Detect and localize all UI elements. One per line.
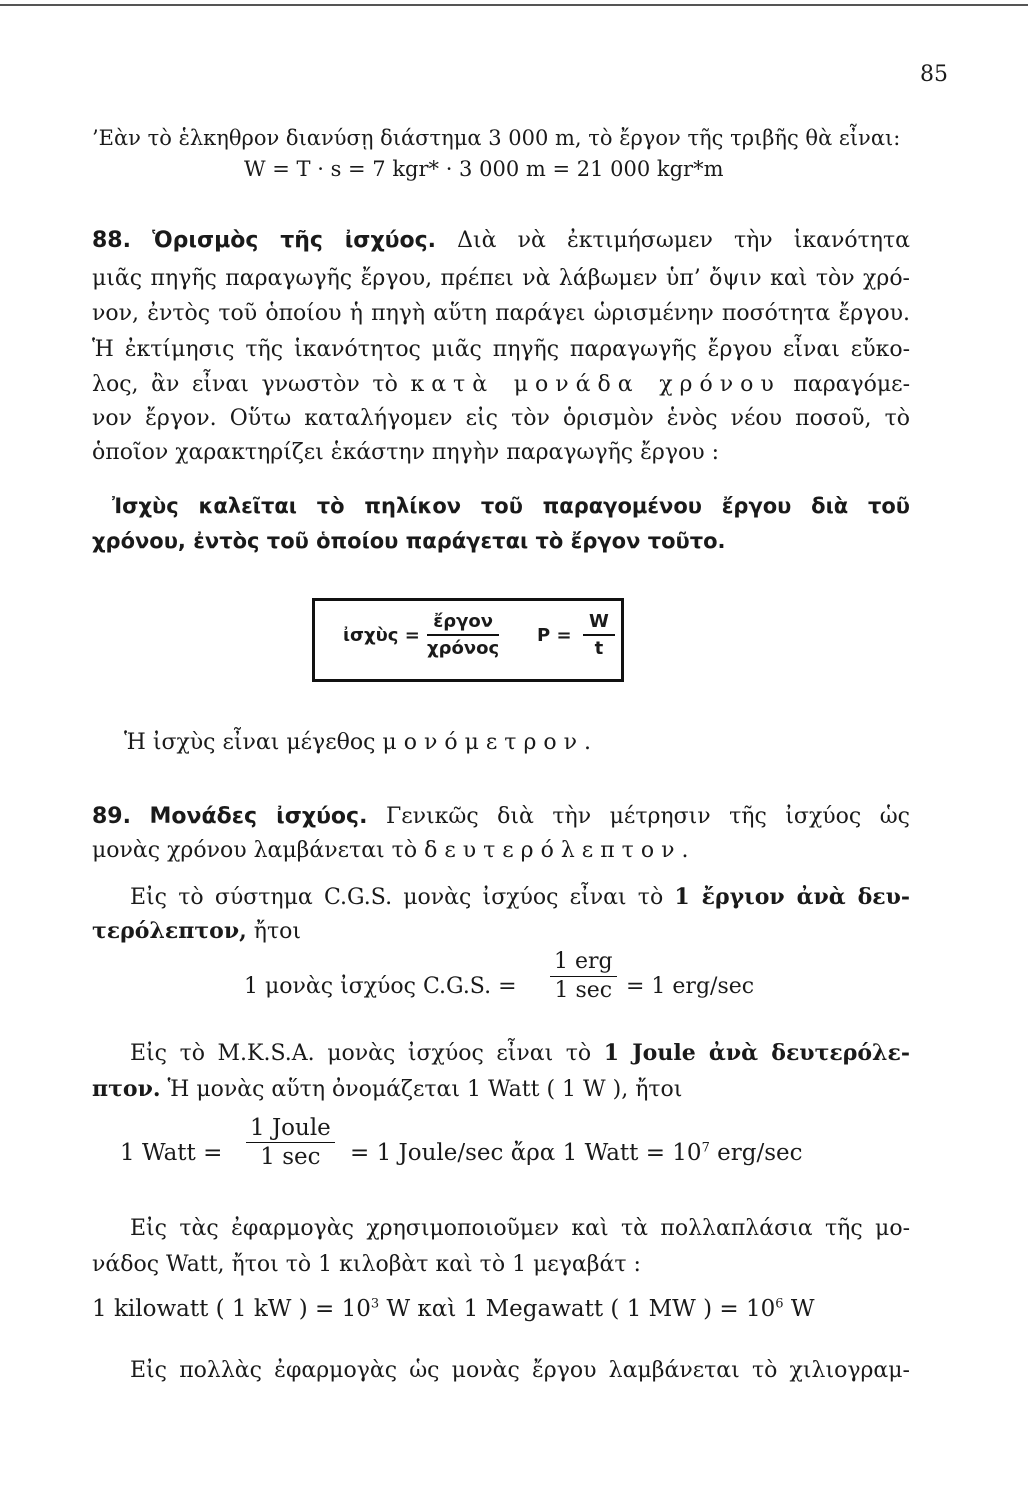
bold-term: 1 ἔργιον ἀνὰ δευ- <box>674 884 911 910</box>
equation-fraction <box>550 948 617 1005</box>
text-line: νον ἔργον. Οὕτω καταλήγομεν εἰς τὸν ὁρισμὸν ἑνὸς νέου ποσοῦ, τὸ <box>92 406 910 431</box>
text-line <box>92 918 910 944</box>
text-span: Ἡ μονὰς αὕτη ὀνομάζεται 1 Watt ( 1 W ), ἤτοι <box>167 1077 683 1102</box>
text-span: = 1 Joule/sec ἄρα 1 Watt = 10 <box>350 1140 702 1166</box>
equation-rhs <box>350 1140 803 1166</box>
spaced-emphasis: μονόμετρον. <box>382 730 598 755</box>
equation-lhs: 1 Watt = <box>120 1140 223 1166</box>
text-line <box>92 372 910 397</box>
formula-p-fraction <box>583 611 615 659</box>
text-line: νάδος Watt, ἤτοι τὸ 1 κιλοβὰτ καὶ τὸ 1 μεγαβάτ : <box>92 1252 641 1277</box>
text-span: Ἡ ἰσχὺς εἶναι μέγεθος <box>124 730 376 755</box>
fraction-denominator: 1 sec <box>554 978 613 1003</box>
fraction-denominator: 1 sec <box>260 1144 321 1170</box>
fraction-denominator: χρόνος <box>427 638 500 659</box>
equation-lhs: 1 μονὰς ἰσχύος C.G.S. = <box>244 974 517 999</box>
spaced-emphasis: κατὰ μονάδα χρόνου <box>410 372 781 397</box>
fraction-numerator: 1 erg <box>550 948 617 977</box>
fraction-denominator: t <box>594 638 604 659</box>
text-line: Εἰς πολλὰς ἐφαρμογὰς ὡς μονὰς ἔργου λαμβάνεται τὸ χιλιογραμ- <box>130 1358 910 1383</box>
bold-term: τερόλεπτον, <box>92 918 247 944</box>
equation-work: W = T · s = 7 kgr* · 3 000 m = 21 000 kgr*m <box>244 157 724 181</box>
text-span: Διὰ νὰ ἐκτιμήσωμεν τὴν ἱκανότητα <box>457 228 911 253</box>
section-88-line-1 <box>92 228 910 253</box>
section-number: 89. <box>92 804 131 829</box>
section-89-line-1 <box>92 804 910 829</box>
text-span: erg/sec <box>717 1140 803 1166</box>
text-line: μιᾶς πηγῆς παραγωγῆς ἔργου, πρέπει νὰ λάβωμεν ὑπ’ ὄψιν καὶ τὸν χρό- <box>92 266 910 291</box>
exponent: 3 <box>370 1296 380 1312</box>
text-span: Γενικῶς διὰ τὴν μέτρησιν τῆς ἰσχύος ὡς <box>385 804 910 829</box>
formula-p-lhs: P = <box>537 625 572 646</box>
top-rule <box>0 4 1028 6</box>
text-line <box>92 1076 910 1102</box>
equation-multiples <box>92 1296 910 1322</box>
text-line: ὁποῖον χαρακτηρίζει ἑκάστην πηγὴν παραγωγῆς ἔργου : <box>92 440 719 465</box>
equation-rhs: = 1 erg/sec <box>626 974 755 999</box>
formula-fraction <box>427 611 499 659</box>
text-line <box>130 884 910 910</box>
text-span: λος, ἂν εἶναι γνωστὸν τὸ <box>92 372 398 397</box>
section-number: 88. <box>92 228 131 253</box>
page-number: 85 <box>920 62 948 87</box>
formula-lhs: ἰσχὺς = <box>343 625 420 646</box>
text-span: W <box>783 1296 815 1322</box>
fraction-numerator: ἔργον <box>427 611 499 636</box>
text-span: W καὶ 1 Megawatt ( 1 MW ) = 10 <box>379 1296 776 1322</box>
text-line: Εἰς τὰς ἐφαρμογὰς χρησιμοποιοῦμεν καὶ τὰ πολλαπλάσια τῆς μο- <box>130 1216 910 1241</box>
bold-term: 1 Joule ἀνὰ δευτερόλε- <box>603 1040 910 1066</box>
equation-fraction <box>246 1114 335 1171</box>
text-line <box>92 838 910 863</box>
text-line: Ἡ ἐκτίμησις τῆς ἱκανότητος μιᾶς πηγῆς παραγωγῆς ἔργου εἶναι εὔκο- <box>92 337 910 362</box>
exponent: 7 <box>701 1140 710 1156</box>
text-span: παραγόμε- <box>793 372 911 397</box>
fraction-numerator: 1 Joule <box>246 1114 335 1143</box>
section-title: Ὁρισμὸς τῆς ἰσχύος. <box>152 228 437 253</box>
bold-term: πτον. <box>92 1076 161 1102</box>
scalar-statement <box>124 730 598 755</box>
text-span: 1 kilowatt ( 1 kW ) = 10 <box>92 1296 371 1322</box>
exponent: 6 <box>775 1296 784 1312</box>
definition-line-2: χρόνου, ἐντὸς τοῦ ὁποίου παράγεται τὸ ἔργον τοῦτο. <box>92 529 726 553</box>
text-span: ἤτοι <box>253 919 302 944</box>
spaced-emphasis: δευτερόλεπτον. <box>424 838 696 863</box>
section-title: Μονάδες ἰσχύος. <box>149 804 368 829</box>
text-line: ’Εὰν τὸ ἑλκηθρον διανύσῃ διάστημα 3 000 m, τὸ ἔργον τῆς τριβῆς θὰ εἶναι: <box>92 126 901 150</box>
formula-box <box>312 598 624 682</box>
text-span: Εἰς τὸ σύστημα C.G.S. μονὰς ἰσχύος εἶναι τὸ <box>130 885 664 910</box>
text-span: Εἰς τὸ M.K.S.A. μονὰς ἰσχύος εἶναι τὸ <box>130 1041 592 1066</box>
text-span: μονὰς χρόνου λαμβάνεται τὸ <box>92 838 418 863</box>
text-line <box>130 1040 910 1066</box>
text-line: νον, ἐντὸς τοῦ ὁποίου ἡ πηγὴ αὕτη παράγει ὡρισμένην ποσότητα ἔργου. <box>92 301 910 326</box>
definition-line-1: Ἰσχὺς καλεῖται τὸ πηλίκον τοῦ παραγομένου ἔργου διὰ τοῦ <box>112 494 910 518</box>
fraction-numerator: W <box>583 611 615 636</box>
